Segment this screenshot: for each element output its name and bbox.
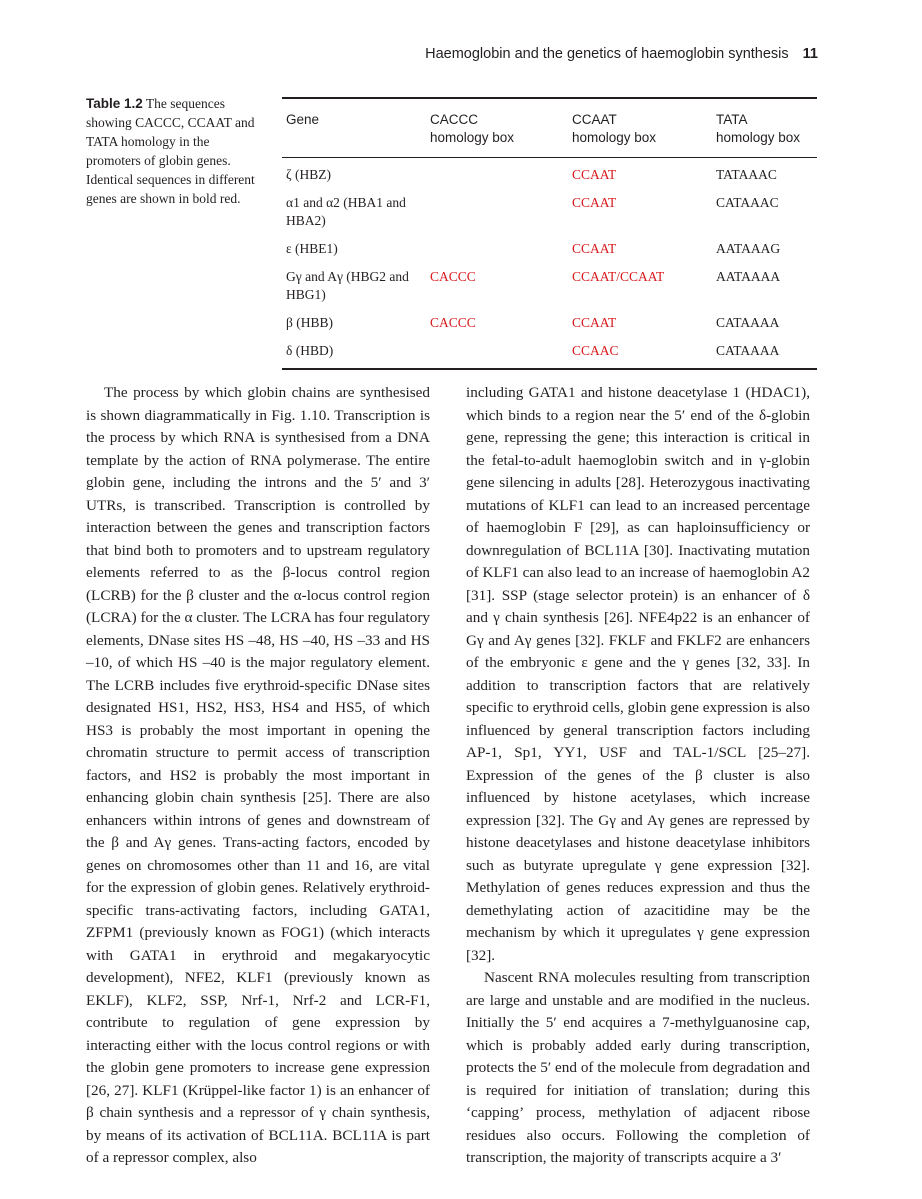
cell-caccc: CACCC	[430, 315, 476, 330]
table-row	[282, 186, 817, 232]
cell-ccaat: CCAAT	[572, 167, 617, 182]
cell-ccaat: CCAAT	[572, 195, 617, 210]
body-paragraph: including GATA1 and histone deacetylase 1 (HDAC1), which binds to a region near the 5′ end of the δ-globin gene, repressing the gene; this interaction is critical in the fetal-to-adult haemoglobin switch and in γ-globin gene silencing in adults [28]. Heterozygous inactivating mutations of KLF1 can lead to an increased percentage of haemoglobin F [29], as can haploinsufficiency or downregulation of BCL11A [30]. Inactivating mutation of KLF1 can also lead to an increase of haemoglobin A2 [31]. SSP (stage selector protein) is an enhancer of δ and γ chain synthesis [26]. NFE4p22 is an enhancer of Gγ and Aγ genes [32]. FKLF and FKLF2 are enhancers of the embryonic ε gene and the γ genes [32, 33]. In addition to transcription factors that are relatively specific to erythroid cells, globin gene expression is also influenced by general transcription factors including AP-1, Sp1, YY1, USF and TAL-1/SCL [25–27]. Expression of the genes of the β cluster is also influenced by histone acetylases, which increase expression [32]. The Gγ and Aγ genes are repressed by histone deacetylases and histone deacetylase inhibitors such as butyrate upregulate γ gene expression [32]. Methylation of genes reduces expression and thus the demethylating action of azacitidine may be the mechanism by which it upregulates γ gene expression [32].	[466, 384, 810, 964]
cell-tata: CATAAAA	[716, 315, 780, 330]
table-row	[282, 306, 817, 334]
table-label: Table 1.2	[86, 96, 143, 111]
cell-tata: CATAAAC	[716, 195, 779, 210]
table-body	[282, 158, 817, 370]
promoter-table	[282, 97, 817, 370]
body-paragraph: The process by which globin chains are synthesised is shown diagrammatically in Fig. 1.10. Transcription is the process by which RNA is synthesised from a DNA template by the action of RNA polymerase. The entire globin gene, including the introns and the 5′ and 3′ UTRs, is transcribed. Transcription is controlled by interaction between the genes and transcription factors that bind both to promoters and to upstream regulatory elements referred to as the β-locus control region (LCRB) for the β cluster and the α-locus control region (LCRA) for the α cluster. The LCRA has four regulatory elements, DNase sites HS –48, HS –40, HS –33 and HS –10, of which HS –40 is the major regulatory element. The LCRB includes five erythroid-specific DNase sites designated HS1, HS2, HS3, HS4 and HS5, of which HS3 is probably the most important in opening the chromatin structure to permit access of transcription factors, and HS2 is probably the most important in enhancing globin chain synthesis [25]. There are also enhancers within introns of genes and downstream of the β and Aγ genes. Trans-acting factors, encoded by genes on chromosomes other than 11 and 16, are vital for the expression of globin genes. Relatively erythroid-specific trans-activating factors, including GATA1, ZFPM1 (previously known as FOG1) (which interacts with GATA1 in erythroid and megakaryocytic development), NFE2, KLF1 (previously known as EKLF), KLF2, SSP, Nrf-1, Nrf-2 and LCR-F1, contribute to regulation of gene expression by interacting either with the locus control regions or with the globin gene promoters to increase gene expression [26, 27]. KLF1 (Krüppel-like factor 1) is an enhancer of β chain synthesis and a repressor of γ chain synthesis, by means of its activation of BCL11A. BCL11A is part of a repressor complex, also	[86, 384, 430, 1166]
page-number: 11	[802, 46, 818, 62]
cell-ccaat: CCAAT/CCAAT	[572, 269, 665, 284]
cell-gene: ζ (HBZ)	[286, 167, 331, 182]
cell-ccaat: CCAAT	[572, 241, 617, 256]
table-header-row	[282, 98, 817, 158]
cell-gene: α1 and α2 (HBA1 and HBA2)	[286, 195, 406, 228]
cell-tata: AATAAAA	[716, 269, 781, 284]
cell-ccaat: CCAAT	[572, 315, 617, 330]
cell-gene: β (HBB)	[286, 315, 333, 330]
table-caption-text: The sequences showing CACCC, CCAAT and TATA homology in the promoters of globin genes. Identical sequences in different genes are shown in bold red.	[86, 96, 255, 206]
header-ccaat: CCAAT homology box	[568, 98, 712, 158]
table-row	[282, 232, 817, 260]
table-row	[282, 158, 817, 187]
table-row	[282, 334, 817, 369]
running-header-title: Haemoglobin and the genetics of haemoglobin synthesis	[425, 46, 789, 62]
header-caccc: CACCC homology box	[426, 98, 568, 158]
body-paragraph: Nascent RNA molecules resulting from transcription are large and unstable and are modified in the nucleus. Initially the 5′ end acquires a 7-methylguanosine cap, which is probably added early during transcription, protects the 5′ end of the molecule from degradation and is required for initiation of translation; during this ‘capping’ process, methylation of adjacent ribose residues also occurs. Following the completion of transcription, the majority of transcripts acquire a 3′	[466, 969, 810, 1166]
cell-tata: CATAAAA	[712, 334, 817, 369]
cell-caccc	[426, 232, 568, 260]
header-tata: TATA homology box	[712, 98, 817, 158]
cell-gene: Gγ and Aγ (HBG2 and HBG1)	[286, 269, 409, 302]
cell-caccc	[426, 158, 568, 187]
cell-caccc: CACCC	[430, 269, 476, 284]
cell-caccc	[426, 186, 568, 232]
cell-gene: ε (HBE1)	[286, 241, 338, 256]
body-column-left	[86, 382, 430, 1170]
cell-tata: AATAAAG	[716, 241, 781, 256]
running-header	[425, 46, 818, 62]
cell-ccaat: CCAAC	[568, 334, 712, 369]
cell-caccc	[426, 334, 568, 369]
table-row	[282, 260, 817, 306]
cell-gene: δ (HBD)	[282, 334, 426, 369]
cell-tata: TATAAAC	[716, 167, 777, 182]
header-gene: Gene	[282, 98, 426, 158]
table-caption	[86, 94, 262, 208]
body-column-right	[466, 382, 810, 1170]
